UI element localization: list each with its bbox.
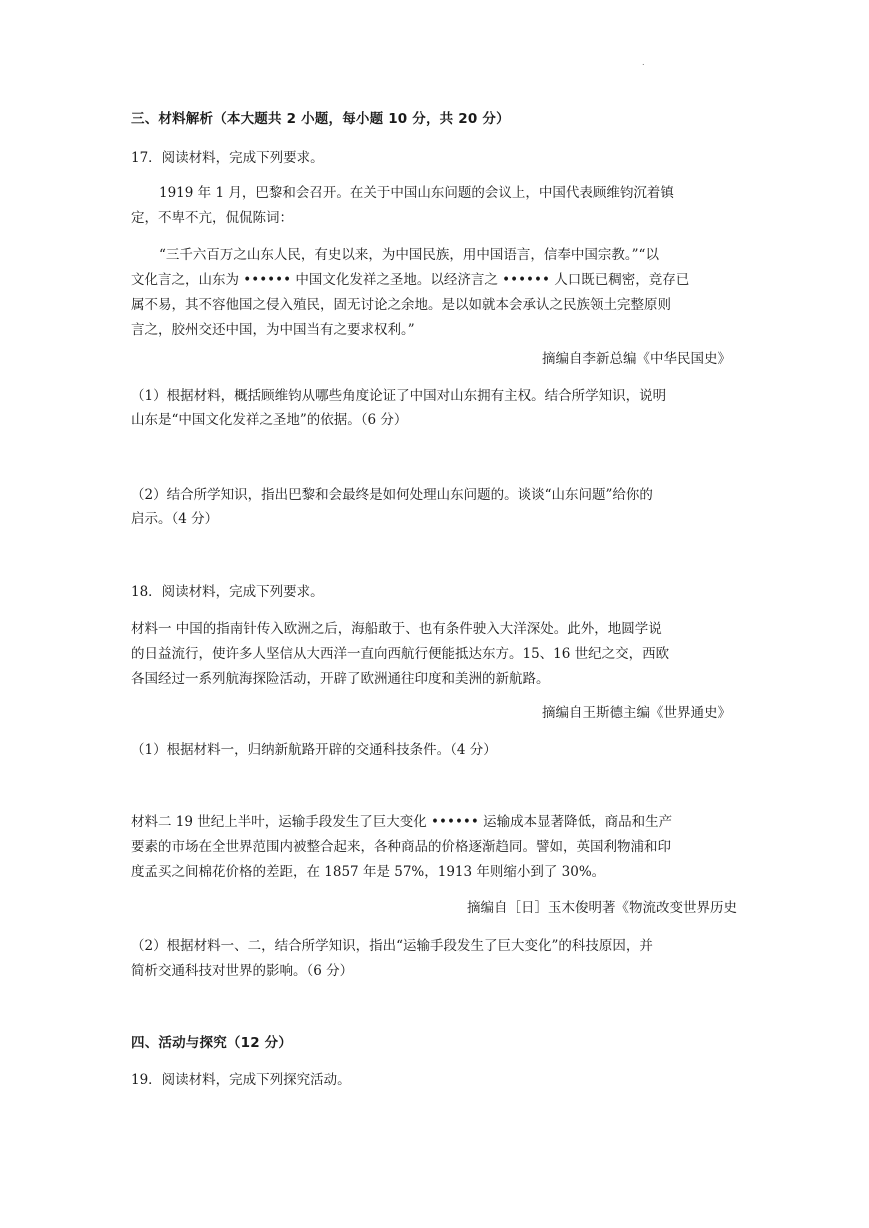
q17-stem: 17．阅读材料，完成下列要求。	[131, 150, 324, 166]
q17-quote-line-1: “三千六百万之山东人民，有史以来，为中国民族，用中国语言，信奉中国宗教。”“以	[159, 247, 659, 263]
q17-sub2-line-2: 启示。（4 分）	[131, 511, 219, 527]
q17-intro-line-2: 定，不卑不亢，侃侃陈词：	[131, 210, 293, 226]
corner-mark: .	[642, 58, 645, 67]
q18-sub2-line-1: （2）根据材料一、二，结合所学知识，指出“运输手段发生了巨大变化”的科技原因，并	[131, 938, 653, 954]
q18-source2: 摘编自［日］玉木俊明著《物流改变世界历史	[467, 900, 737, 916]
q17-sub2-line-1: （2）结合所学知识，指出巴黎和会最终是如何处理山东问题的。谈谈“山东问题”给你的	[131, 487, 653, 503]
q18-material1-line-1: 材料一 中国的指南针传入欧洲之后，海船敢于、也有条件驶入大洋深处。此外，地圆学说	[131, 621, 662, 637]
q19-stem: 19．阅读材料，完成下列探究活动。	[131, 1072, 351, 1088]
q18-source1: 摘编自王斯德主编《世界通史》	[542, 705, 731, 721]
q17-quote-line-3: 属不易，其不容他国之侵入殖民，固无讨论之余地。是以如就本会承认之民族领土完整原则	[131, 297, 671, 313]
q18-material2-line-2: 要素的市场在全世界范围内被整合起来，各种商品的价格逐渐趋同。譬如，英国利物浦和印	[131, 839, 671, 855]
q17-quote-line-4: 言之，胶州交还中国，为中国当有之要求权利。”	[131, 322, 415, 338]
q18-material1-line-3: 各国经过一系列航海探险活动，开辟了欧洲通往印度和美洲的新航路。	[131, 671, 550, 687]
q17-quote-line-2: 文化言之，山东为 •••••• 中国文化发祥之圣地。以经济言之 •••••• 人口既已稠密，竞存已	[131, 272, 690, 288]
q17-intro-line-1: 1919 年 1 月，巴黎和会召开。在关于中国山东问题的会议上，中国代表顾维钧沉着镇	[159, 185, 674, 201]
q18-material2-line-1: 材料二 19 世纪上半叶，运输手段发生了巨大变化 •••••• 运输成本显著降低，商品和生产	[131, 814, 673, 830]
section-3-title: 三、材料解析（本大题共 2 小题，每小题 10 分，共 20 分）	[131, 111, 510, 127]
q17-source: 摘编自李新总编《中华民国史》	[542, 351, 731, 367]
q17-sub1-line-2: 山东是“中国文化发祥之圣地”的依据。（6 分）	[131, 412, 408, 428]
q17-sub1-line-1: （1）根据材料，概括顾维钧从哪些角度论证了中国对山东拥有主权。结合所学知识，说明	[131, 388, 667, 404]
q18-stem: 18．阅读材料，完成下列要求。	[131, 584, 324, 600]
q18-sub2-line-2: 简析交通科技对世界的影响。（6 分）	[131, 963, 354, 979]
q18-sub1: （1）根据材料一，归纳新航路开辟的交通科技条件。（4 分）	[131, 742, 497, 758]
q18-material1-line-2: 的日益流行，使许多人坚信从大西洋一直向西航行便能抵达东方。15、16 世纪之交，西欧	[131, 646, 670, 662]
section-4-title: 四、活动与探究（12 分）	[131, 1035, 293, 1051]
q18-material2-line-3: 度孟买之间棉花价格的差距，在 1857 年是 57%，1913 年则缩小到了 30%。	[131, 864, 606, 880]
